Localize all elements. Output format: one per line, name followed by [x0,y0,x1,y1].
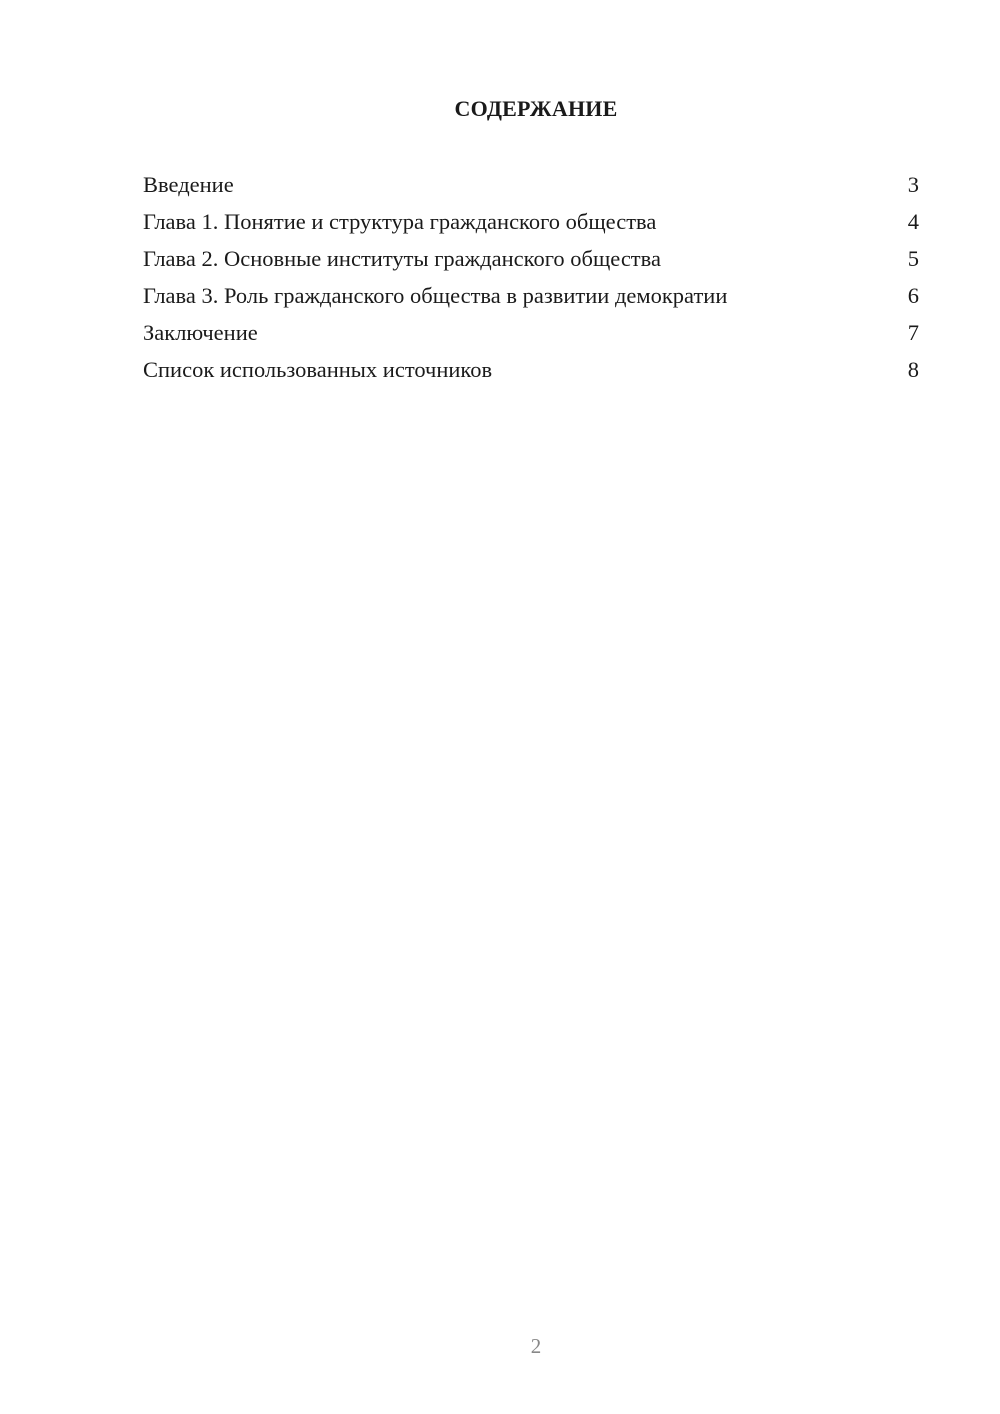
toc-entry-title: Глава 1. Понятие и структура гражданского общества [143,209,657,234]
toc-entry-chapter-2[interactable] [143,240,919,277]
toc-entry-page: 4 [907,209,919,234]
toc-entry-introduction[interactable] [143,166,919,203]
page-number: 2 [530,1334,542,1358]
toc-entry-page: 3 [907,172,919,197]
toc-entry-title: Введение [143,172,234,197]
toc-entry-title: Глава 2. Основные институты гражданского общества [143,246,661,271]
toc-entry-page: 6 [907,283,919,308]
toc-entry-title: Список использованных источников [143,357,493,382]
toc-entry-chapter-3[interactable] [143,277,919,314]
toc-entry-title: Глава 3. Роль гражданского общества в развитии демократии [143,283,728,308]
toc-entry-page: 5 [907,246,919,271]
toc-list [143,166,919,388]
toc-heading: СОДЕРЖАНИЕ [454,96,618,121]
toc-entry-references[interactable] [143,351,919,388]
toc-entry-conclusion[interactable] [143,314,919,351]
toc-entry-page: 7 [907,320,919,345]
toc-entry-chapter-1[interactable] [143,203,919,240]
toc-entry-page: 8 [907,357,919,382]
toc-entry-title: Заключение [143,320,258,345]
